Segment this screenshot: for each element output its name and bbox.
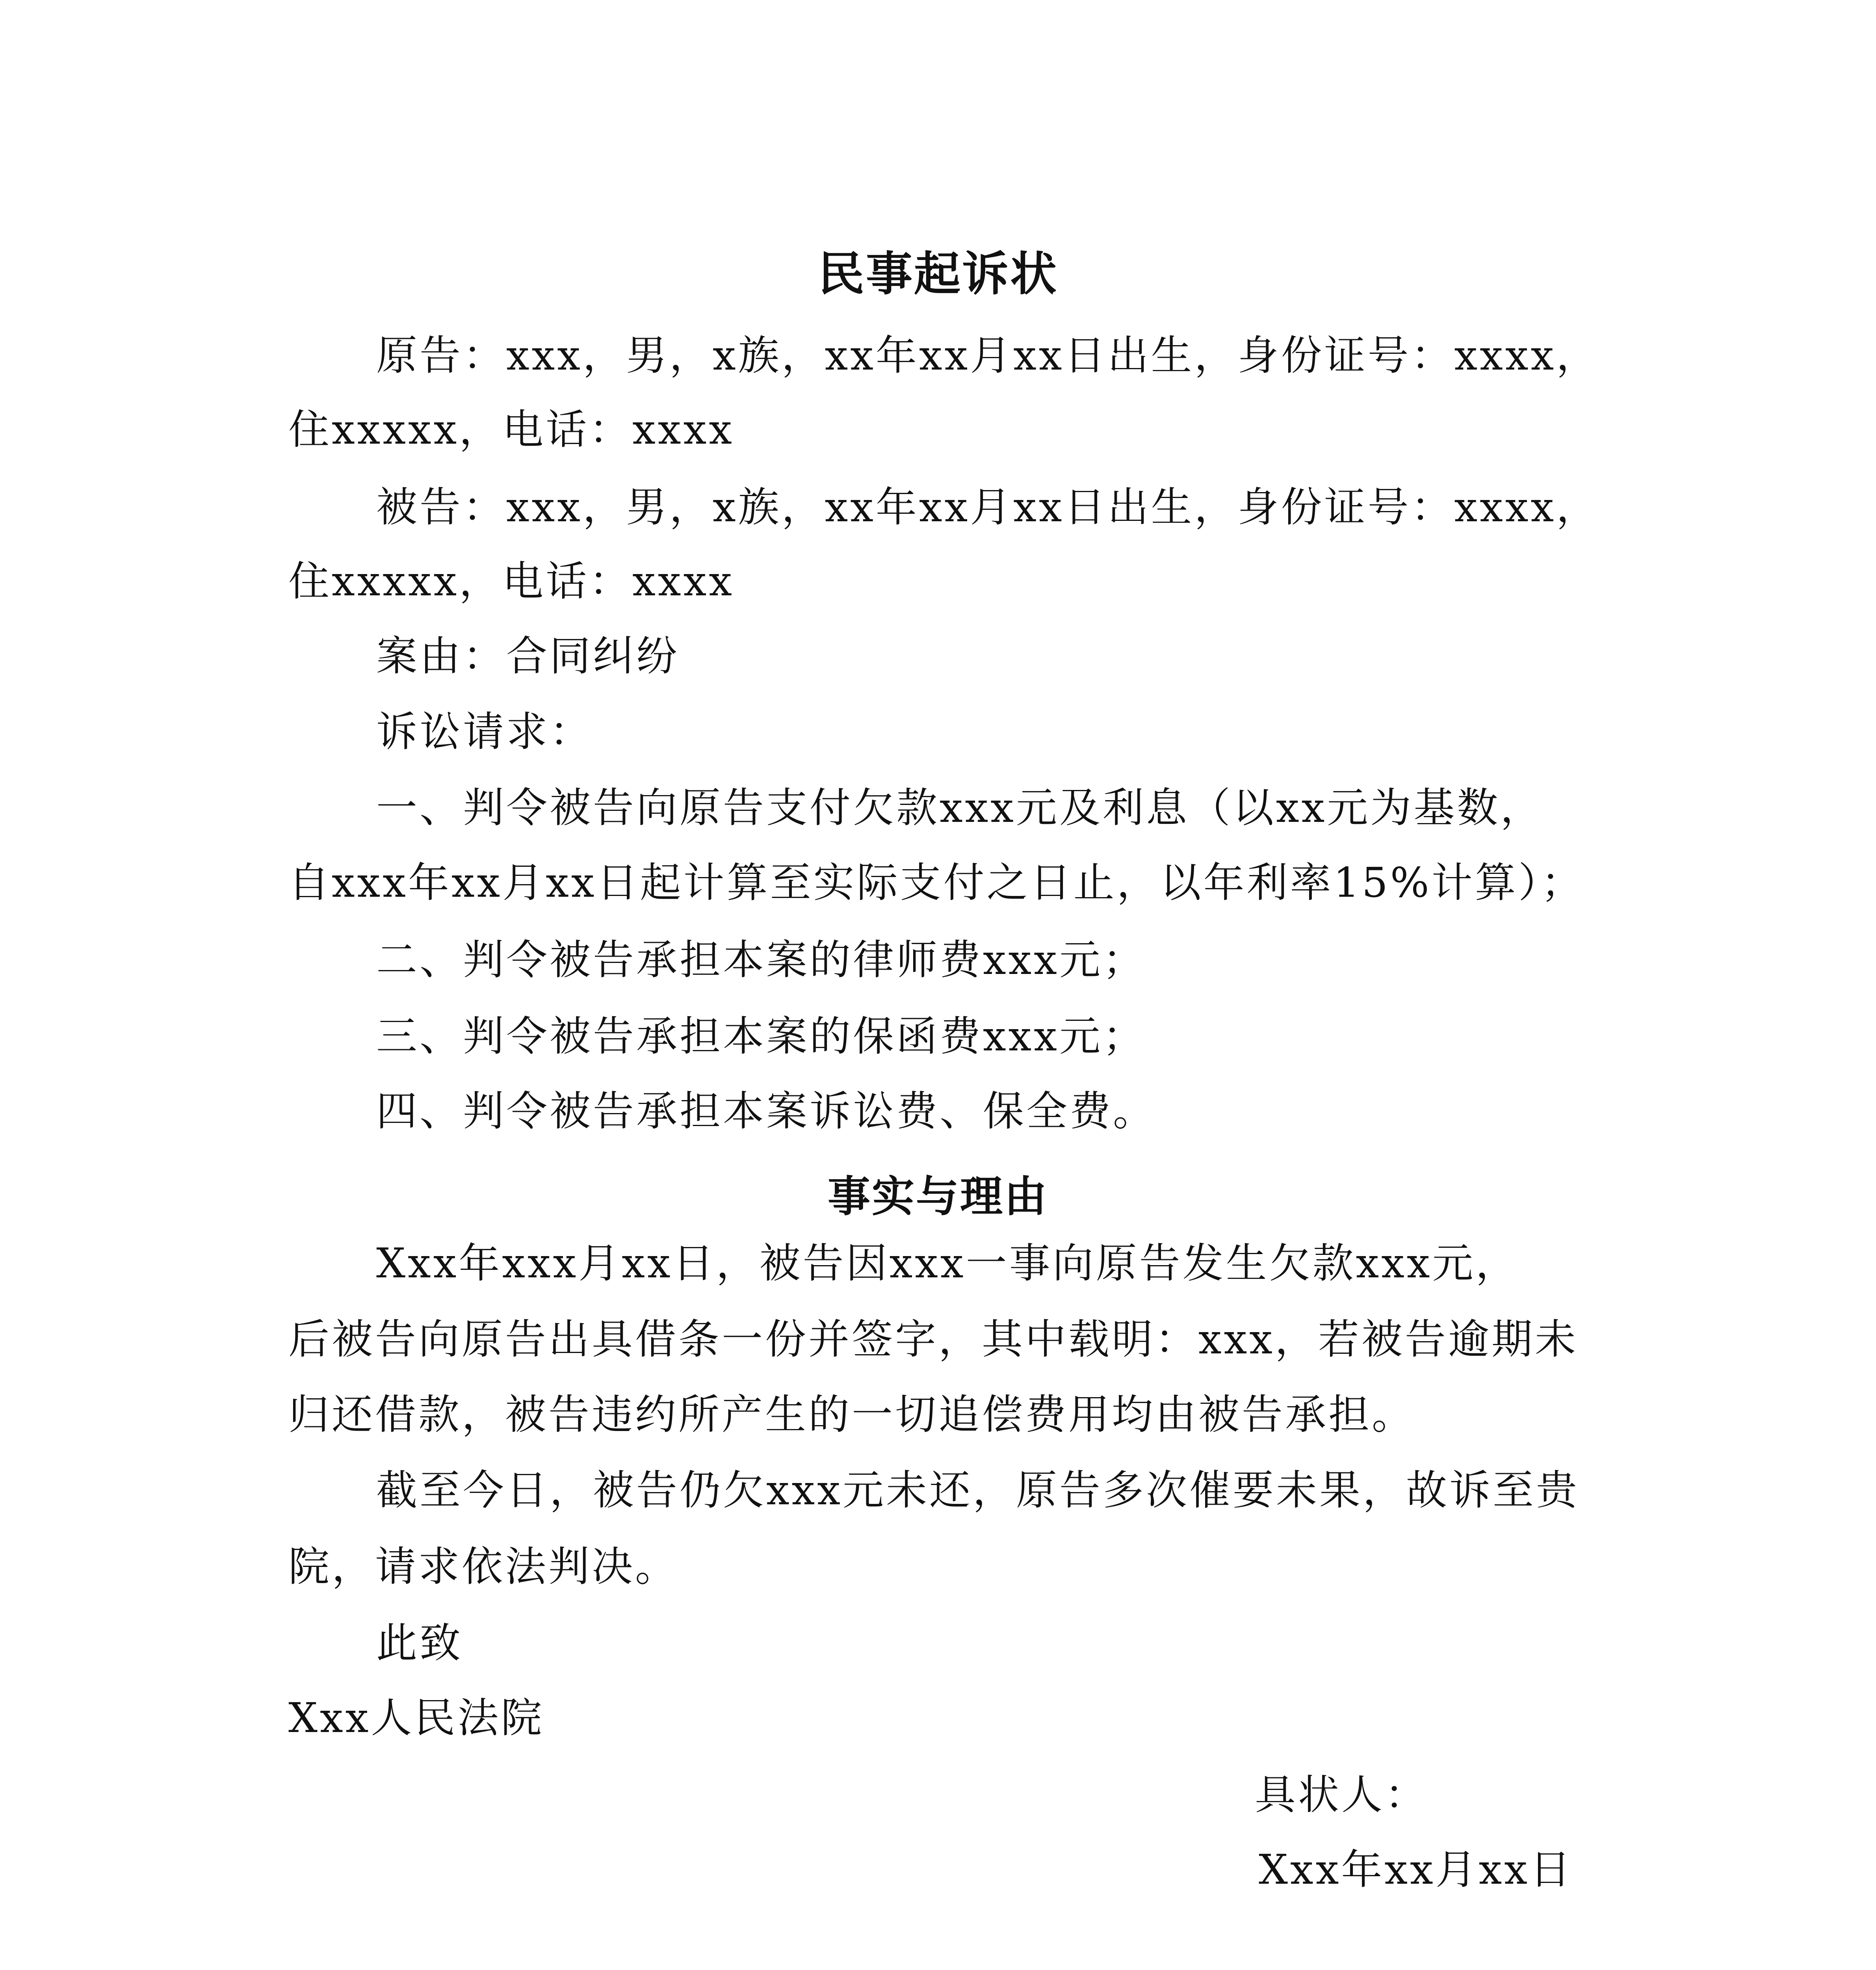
closing-salutation: 此致	[376, 1619, 463, 1667]
cause-of-action: 案由：合同纠纷	[376, 632, 680, 680]
claim-4: 四、判令被告承担本案诉讼费、保全费。	[376, 1087, 1157, 1135]
facts-heading: 事实与理由	[827, 1172, 1048, 1221]
claim-1-line-1: 一、判令被告向原告支付欠款xxx元及利息（以xx元为基数，	[376, 784, 1544, 832]
signature-date: Xxx年xx月xx日	[1259, 1845, 1573, 1894]
document-title: 民事起诉状	[817, 246, 1058, 301]
claim-1-line-2: 自xxx年xx月xx日起计算至实际支付之日止，以年利率15%计算）；	[288, 859, 1584, 907]
signer-label: 具状人：	[1255, 1771, 1428, 1819]
facts-paragraph-2-line-1: 截至今日，被告仍欠xxx元未还，原告多次催要未果，故诉至贵	[376, 1466, 1579, 1514]
facts-paragraph-1-line-1: Xxx年xxx月xx日，被告因xxx一事向原告发生欠款xxx元，	[376, 1239, 1519, 1287]
defendant-line-2: 住xxxxx，电话：xxxx	[288, 557, 734, 605]
plaintiff-line-1: 原告：xxx，男，x族，xx年xx月xx日出生，身份证号：xxxx，	[376, 331, 1600, 379]
claim-2: 二、判令被告承担本案的律师费xxx元；	[376, 936, 1146, 984]
facts-paragraph-1-line-2: 后被告向原告出具借条一份并签字，其中载明：xxx，若被告逾期未	[288, 1315, 1578, 1363]
claims-heading: 诉讼请求：	[376, 708, 593, 756]
defendant-line-1: 被告：xxx，男，x族，xx年xx月xx日出生，身份证号：xxxx，	[376, 483, 1600, 531]
plaintiff-line-2: 住xxxxx，电话：xxxx	[288, 405, 734, 453]
facts-paragraph-1-line-3: 归还借款，被告违约所产生的一切追偿费用均由被告承担。	[288, 1390, 1415, 1438]
claim-3: 三、判令被告承担本案的保函费xxx元；	[376, 1012, 1146, 1060]
facts-paragraph-2-line-2: 院，请求依法判决。	[288, 1543, 679, 1591]
court-name: Xxx人民法院	[288, 1694, 544, 1742]
